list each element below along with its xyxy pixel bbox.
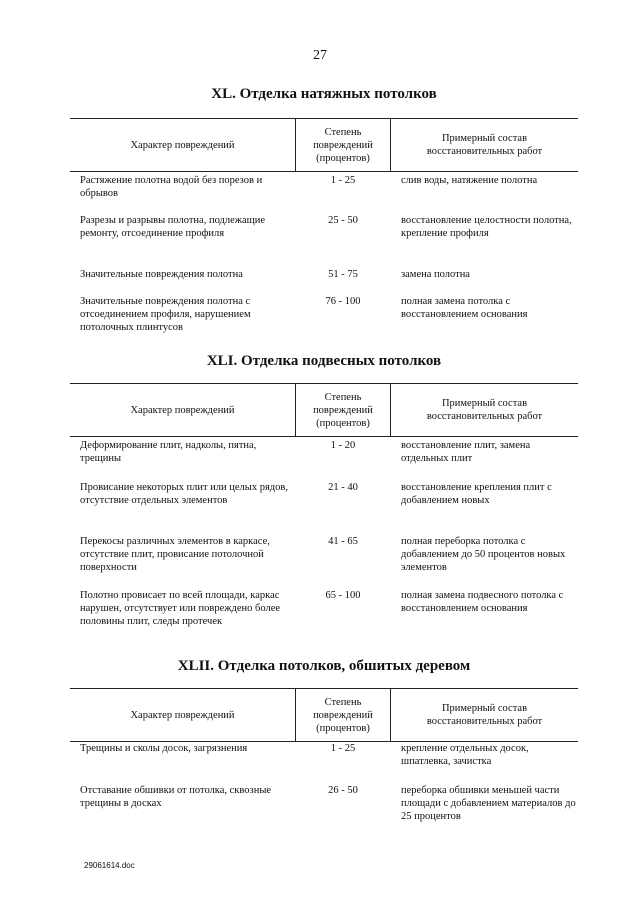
work-cell: переборка обшивки меньшей части площади с добавлением материалов до 25 процентов [401, 785, 576, 822]
degree-cell: 1 - 20 [330, 440, 356, 451]
header-degree: Степень повреждений (процентов) [295, 689, 391, 741]
work-cell: замена полотна [401, 269, 470, 280]
work-cell: полная замена подвесного потолка с восстановлением основания [401, 590, 564, 614]
table-header [70, 118, 578, 172]
degree-cell: 1 - 25 [330, 743, 356, 754]
damage-cell: Перекосы различных элементов в каркасе, отсутствие плит, провисание потолочной поверхности [80, 536, 270, 573]
table-header [70, 383, 578, 437]
damage-cell: Значительные повреждения полотна [80, 269, 243, 280]
section-title: XL. Отделка натяжных потолков [211, 86, 437, 102]
work-cell: полная замена потолка с восстановлением основания [401, 296, 528, 320]
degree-cell: 26 - 50 [328, 785, 358, 796]
degree-cell: 76 - 100 [325, 296, 361, 307]
work-cell: восстановление крепления плит с добавлением новых [401, 482, 552, 506]
work-cell: слив воды, натяжение полотна [401, 175, 538, 186]
header-degree: Степень повреждений (процентов) [295, 384, 391, 436]
document-filename: 29061614.doc [84, 861, 135, 870]
header-damage: Характер повреждений [130, 709, 235, 721]
degree-cell: 1 - 25 [330, 175, 356, 186]
damage-cell: Полотно провисает по всей площади, каркас нарушен, отсутствует или повреждено более половины плит, следы протечек [80, 590, 281, 627]
work-cell: восстановление целостности полотна, крепление профиля [401, 215, 572, 239]
table-header [70, 688, 578, 742]
degree-cell: 21 - 40 [328, 482, 358, 493]
section-title: XLI. Отделка подвесных потолков [206, 353, 442, 369]
header-damage: Характер повреждений [130, 139, 235, 151]
header-work: Примерный состав восстановительных работ [426, 703, 543, 727]
damage-cell: Отставание обшивки от потолка, сквозные трещины в досках [80, 785, 272, 809]
header-damage: Характер повреждений [130, 404, 235, 416]
degree-cell: 65 - 100 [325, 590, 361, 601]
header-work: Примерный состав восстановительных работ [426, 133, 543, 157]
degree-cell: 25 - 50 [328, 215, 358, 226]
damage-cell: Растяжение полотна водой без порезов и обрывов [80, 175, 263, 199]
damage-cell: Значительные повреждения полотна с отсоединением профиля, нарушением потолочных плинтусов [80, 296, 251, 333]
page-number: 27 [313, 48, 327, 63]
work-cell: крепление отдельных досок, шпатлевка, зачистка [401, 743, 529, 767]
damage-cell: Провисание некоторых плит или целых рядов, отсутствие отдельных элементов [80, 482, 288, 506]
work-cell: полная переборка потолка с добавлением до 50 процентов новых элементов [401, 536, 566, 573]
section-title: XLII. Отделка потолков, обшитых деревом [177, 658, 471, 674]
damage-cell: Деформирование плит, надколы, пятна, трещины [80, 440, 257, 464]
work-cell: восстановление плит, замена отдельных плит [401, 440, 531, 464]
section-xl [70, 82, 578, 333]
section-xlii [70, 654, 578, 822]
degree-cell: 41 - 65 [328, 536, 358, 547]
header-work: Примерный состав восстановительных работ [426, 398, 543, 422]
degree-cell: 51 - 75 [328, 269, 358, 280]
damage-cell: Трещины и сколы досок, загрязнения [80, 743, 248, 754]
damage-cell: Разрезы и разрывы полотна, подлежащие ремонту, отсоединение профиля [80, 215, 266, 239]
header-degree: Степень повреждений (процентов) [295, 119, 391, 171]
section-xli [70, 349, 578, 627]
